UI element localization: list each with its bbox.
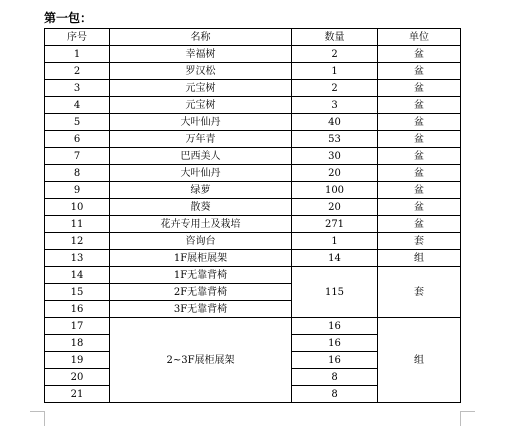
cell-qty: 20	[292, 199, 378, 216]
cell-qty-merged: 115	[292, 267, 378, 318]
table-row	[45, 199, 461, 216]
cell-name: 1F展柜展架	[110, 250, 292, 267]
cell-unit: 盆	[378, 80, 461, 97]
cell-no: 5	[45, 114, 110, 131]
cell-unit: 盆	[378, 46, 461, 63]
cell-qty: 2	[292, 46, 378, 63]
cell-qty: 40	[292, 114, 378, 131]
cell-name: 罗汉松	[110, 63, 292, 80]
cell-name: 散葵	[110, 199, 292, 216]
table-row	[45, 216, 461, 233]
cell-name: 大叶仙丹	[110, 165, 292, 182]
cell-name: 3F无靠背椅	[110, 301, 292, 318]
cell-no: 7	[45, 148, 110, 165]
table-row	[45, 46, 461, 63]
cell-name: 咨询台	[110, 233, 292, 250]
cell-unit-merged: 套	[378, 267, 461, 318]
table-row	[45, 233, 461, 250]
cell-unit: 套	[378, 233, 461, 250]
cell-unit: 盆	[378, 148, 461, 165]
cell-qty: 16	[292, 335, 378, 352]
cell-qty: 1	[292, 63, 378, 80]
cell-qty: 8	[292, 386, 378, 403]
cell-name: 元宝树	[110, 97, 292, 114]
cell-name: 万年青	[110, 131, 292, 148]
section-heading: 第一包：	[44, 11, 93, 25]
page-corner-mark-right	[460, 411, 475, 426]
table-row	[45, 63, 461, 80]
cell-unit: 盆	[378, 199, 461, 216]
cell-unit: 盆	[378, 97, 461, 114]
cell-qty: 3	[292, 97, 378, 114]
cell-name: 绿萝	[110, 182, 292, 199]
cell-unit: 盆	[378, 165, 461, 182]
header-name: 名称	[110, 29, 292, 46]
cell-name-merged: 2~3F展柜展架	[110, 318, 292, 403]
cell-no: 11	[45, 216, 110, 233]
cell-no: 3	[45, 80, 110, 97]
table-row	[45, 80, 461, 97]
header-unit: 单位	[378, 29, 461, 46]
cell-name: 幸福树	[110, 46, 292, 63]
table-row	[45, 97, 461, 114]
table-row	[45, 114, 461, 131]
cell-unit: 组	[378, 250, 461, 267]
cell-no: 4	[45, 97, 110, 114]
cell-unit: 盆	[378, 216, 461, 233]
cell-qty: 20	[292, 165, 378, 182]
cell-name: 元宝树	[110, 80, 292, 97]
cell-no: 12	[45, 233, 110, 250]
table-row	[45, 131, 461, 148]
item-table	[44, 28, 461, 403]
cell-no: 9	[45, 182, 110, 199]
cell-no: 17	[45, 318, 110, 335]
table-row	[45, 182, 461, 199]
cell-no: 16	[45, 301, 110, 318]
cell-name: 巴西美人	[110, 148, 292, 165]
cell-qty: 16	[292, 318, 378, 335]
cell-qty: 16	[292, 352, 378, 369]
cell-no: 15	[45, 284, 110, 301]
cell-unit: 盆	[378, 114, 461, 131]
cell-no: 6	[45, 131, 110, 148]
cell-qty: 100	[292, 182, 378, 199]
cell-name: 花卉专用土及栽培	[110, 216, 292, 233]
header-qty: 数量	[292, 29, 378, 46]
cell-unit: 盆	[378, 182, 461, 199]
table-header-row	[45, 29, 461, 46]
table-row	[45, 250, 461, 267]
cell-no: 10	[45, 199, 110, 216]
cell-no: 13	[45, 250, 110, 267]
cell-no: 19	[45, 352, 110, 369]
cell-name: 1F无靠背椅	[110, 267, 292, 284]
cell-no: 2	[45, 63, 110, 80]
cell-name: 大叶仙丹	[110, 114, 292, 131]
cell-qty: 8	[292, 369, 378, 386]
cell-qty: 14	[292, 250, 378, 267]
cell-qty: 1	[292, 233, 378, 250]
cell-name: 2F无靠背椅	[110, 284, 292, 301]
cell-no: 1	[45, 46, 110, 63]
page-corner-mark-left	[30, 411, 45, 426]
cell-no: 20	[45, 369, 110, 386]
table-row	[45, 267, 461, 284]
table-row	[45, 318, 461, 335]
cell-qty: 53	[292, 131, 378, 148]
table-row	[45, 165, 461, 182]
cell-unit: 盆	[378, 131, 461, 148]
cell-no: 8	[45, 165, 110, 182]
cell-unit: 盆	[378, 63, 461, 80]
cell-qty: 30	[292, 148, 378, 165]
header-no: 序号	[45, 29, 110, 46]
cell-qty: 2	[292, 80, 378, 97]
cell-unit-merged: 组	[378, 318, 461, 403]
table-row	[45, 148, 461, 165]
cell-qty: 271	[292, 216, 378, 233]
cell-no: 14	[45, 267, 110, 284]
cell-no: 18	[45, 335, 110, 352]
cell-no: 21	[45, 386, 110, 403]
